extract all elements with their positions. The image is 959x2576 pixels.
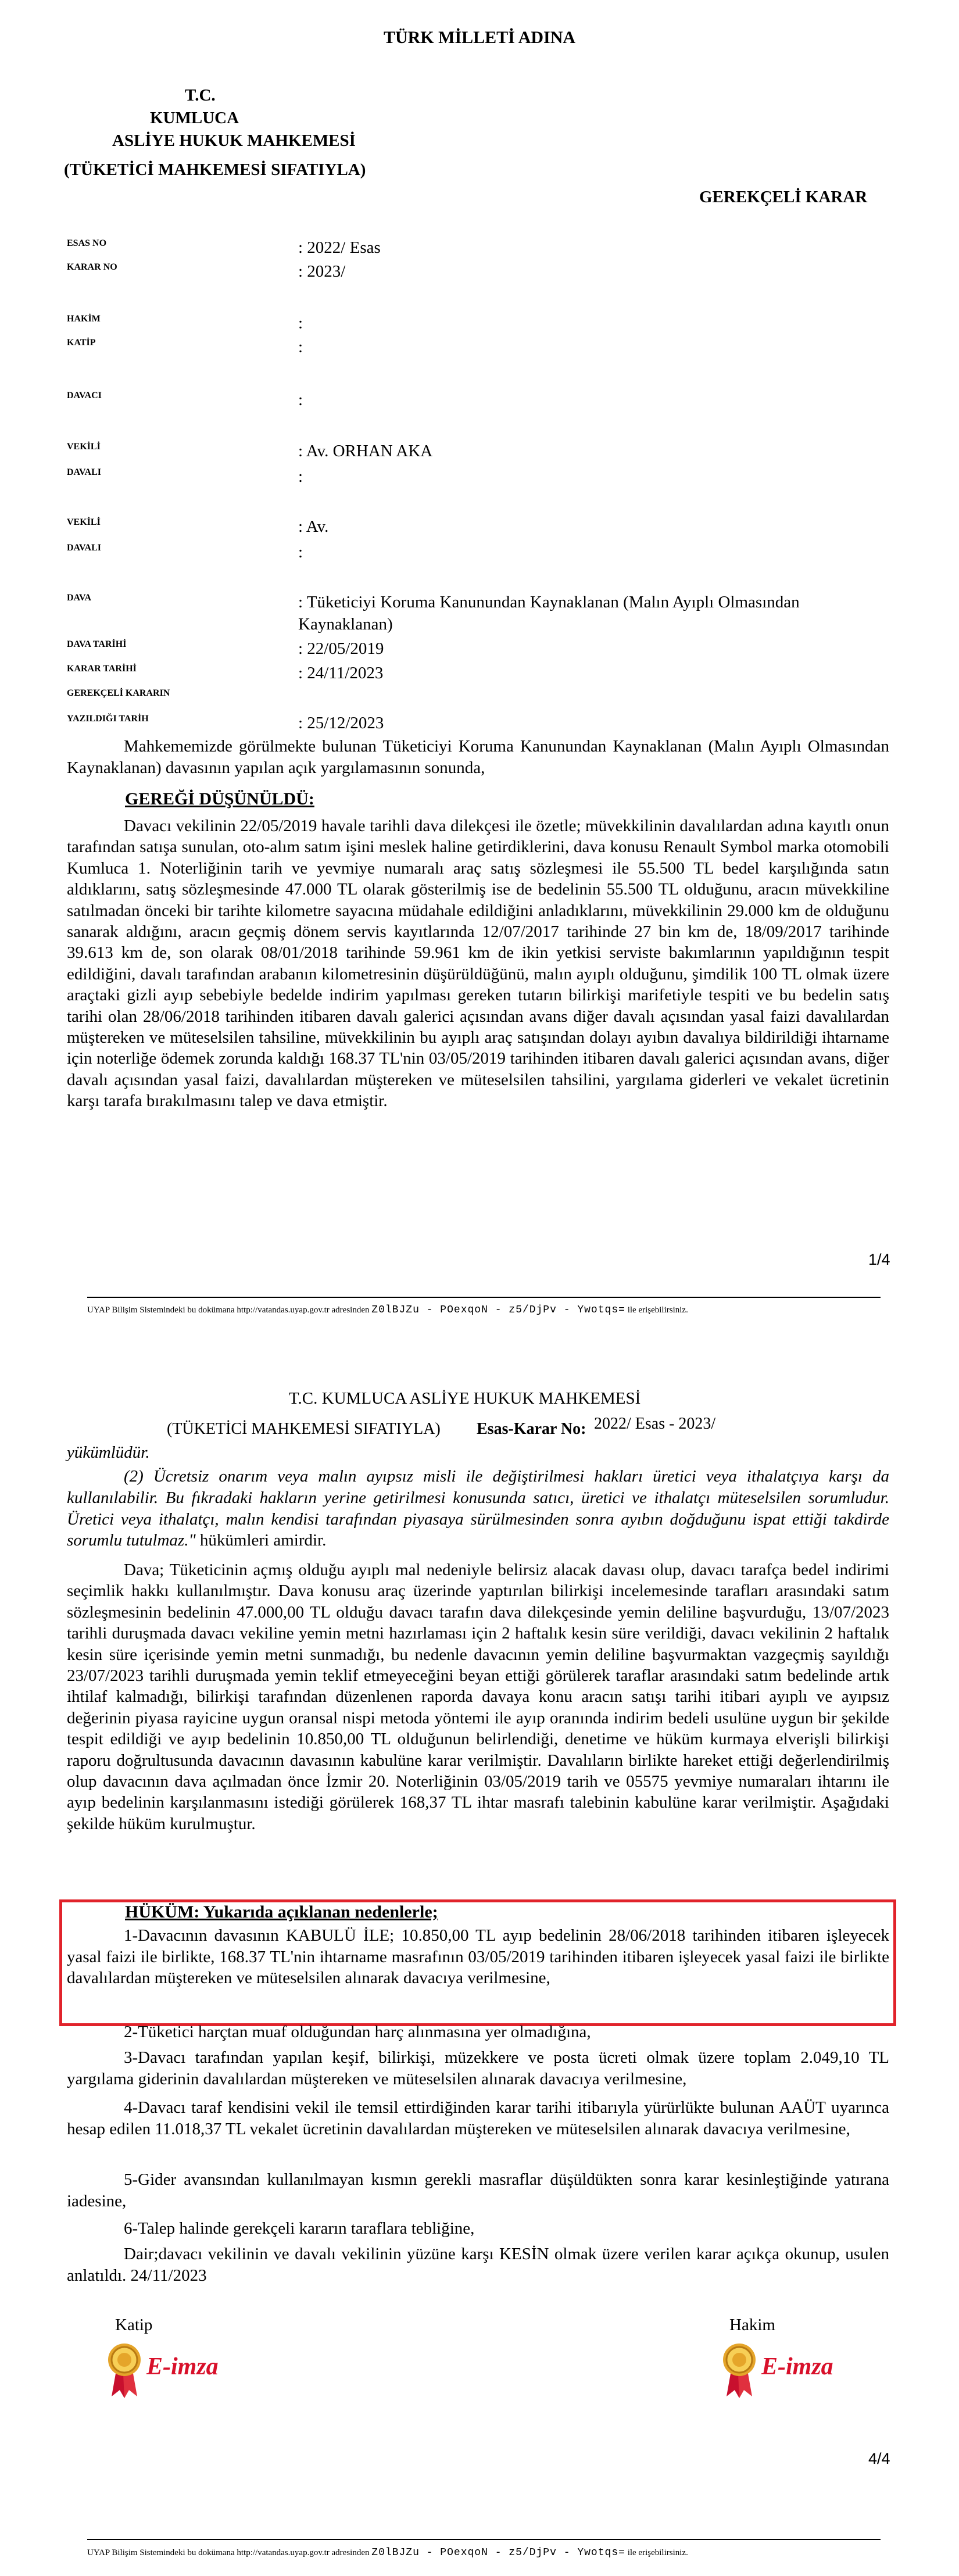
verdict-item: 3-Davacı tarafından yapılan keşif, bilirkişi, müzekkere ve posta ücreti olmak üzere toplam 2.049,10 TL yargılama giderinin davalılardan müştereken ve müteselsilen alınarak davacıya verilmesine,	[67, 2048, 889, 2088]
field-label: DAVALI	[67, 543, 101, 553]
verdict-item: 2-Tüketici harçtan muaf olduğundan harç alınmasına yer olmadığına,	[124, 2023, 591, 2041]
field-label: KARAR NO	[67, 262, 117, 272]
field-value: :	[298, 391, 303, 409]
footer-prefix: UYAP Bilişim Sistemindeki bu dokümana http://vatandas.uyap.gov.tr adresinden	[87, 1305, 370, 1315]
footer-code: Z0lBJZu - POexqoN - z5/DjPv - Ywotqs=	[371, 1304, 625, 1316]
court-subtitle: (TÜKETİCİ MAHKEMESİ SIFATIYLA)	[64, 160, 366, 179]
page-header-sub: (TÜKETİCİ MAHKEMESİ SIFATIYLA)	[167, 1420, 441, 1438]
field-label: DAVA TARİHİ	[67, 639, 127, 649]
verdict-heading: HÜKÜM: Yukarıda açıklanan nedenlerle;	[125, 1902, 438, 1922]
footer-code: Z0lBJZu - POexqoN - z5/DjPv - Ywotqs=	[371, 2547, 625, 2559]
clerk-seal-icon	[106, 2341, 143, 2399]
field-label: KARAR TARİHİ	[67, 664, 137, 674]
field-value: :	[298, 314, 303, 332]
footer-divider	[87, 2539, 881, 2540]
page-number: 1/4	[868, 1251, 890, 1268]
verdict-item: Dair;davacı vekilinin ve davalı vekilinin yüzüne karşı KESİN olmak üzere verilen karar açıkça okunup, usulen anlatıldı. 24/11/2023	[67, 2245, 889, 2285]
field-value: :	[298, 467, 303, 486]
field-label: VEKİLİ	[67, 517, 101, 527]
field-label: KATİP	[67, 338, 96, 348]
tc-label: T.C.	[185, 86, 216, 105]
page-header-court: T.C. KUMLUCA ASLİYE HUKUK MAHKEMESİ	[289, 1389, 641, 1408]
verdict-item: 5-Gider avansından kullanılmayan kısmın gerekli masraflar düşüldükten sonra karar kesinleştiğinde yatırana iadesine,	[67, 2170, 889, 2210]
doc-type: GEREKÇELİ KARAR	[699, 188, 868, 206]
verdict-item: 6-Talep halinde gerekçeli kararın taraflara tebliğine,	[124, 2219, 475, 2238]
judge-seal-icon	[721, 2341, 758, 2399]
field-value: :	[298, 543, 303, 561]
field-value: :	[298, 338, 303, 356]
field-label: ESAS NO	[67, 238, 107, 248]
field-value: : Av. ORHAN AKA	[298, 442, 433, 460]
quote-paragraph	[67, 1466, 889, 1551]
field-label: GEREKÇELİ KARARIN	[67, 688, 170, 698]
field-value: : 25/12/2023	[298, 714, 384, 732]
continued-word: yükümlüdür.	[67, 1443, 150, 1462]
page-header-case-value: 2022/ Esas - 2023/	[594, 1415, 716, 1433]
footer-text	[87, 2547, 878, 2559]
footer-prefix: UYAP Bilişim Sistemindeki bu dokümana http://vatandas.uyap.gov.tr adresinden	[87, 2548, 370, 2557]
field-value-cont: Kaynaklanan)	[298, 615, 393, 634]
verdict-item: 4-Davacı taraf kendisini vekil ile temsil ettirdiğinden karar tarihi itibarıyla yürürlükte bulunan AAÜT uyarınca hesap edilen 11.018,37 TL vekalet ücretinin davalılardan müştereken ve müteselsilen alınarak davacıya verilmesine,	[67, 2098, 889, 2138]
field-value: : 2023/	[298, 262, 346, 281]
field-label: VEKİLİ	[67, 442, 101, 452]
body-paragraph: Davacı vekilinin 22/05/2019 havale tarihli dava dilekçesi ile özetle; müvekkilinin davalılardan adına kayıtlı onun tarafından satışa sunulan, oto-alım satım işini meslek haline getirdiklerini, dava konusu Renault Symbol marka otomobili Kumluca 1. Noterliğinin tarih ve yevmiye numaralı araç satış sözleşmesi ile 55.500 TL bedel karşılığında satın aldıklarını, satış sözleşmesinde 47.000 TL olarak gösterilmiş ise de bedelinin 55.500 TL olduğunu, aracın müvekkiline satılmadan önceki bir tarihte kilometre sayacına müdahale edildiğini anladıklarını, müvekkilinin 29.000 km de olduğunu sanarak aldığını, aracın geçmiş dönem servis kayıtlarında 12/07/2017 tarihinde 27 bin km de, 18/09/2017 tarihinde 39.613 km de, son olarak 08/01/2018 tarihinde 59.961 km de ikin yetkisi serviste bakımlarının yapıldığının tespit edildiğini, davalı tarafından arabanın kilometresinin düşürüldüğünü, malın ayıplı olduğunu, şimdilik 100 TL olmak üzere araçtaki gizli ayıp sebebiyle bedelde indirim yapılması gereken tutarın bilirkişi marifetiyle tespiti ve bu bedelin satış tarihi olan 28/06/2018 tarihinden itibaren davalı galerici açısından avans diğer davalı açısından yasal faizi davalılardan müştereken ve müteselsilen tahsiline, müvekkilinin bu ayıplı araç satışından dolayı ayıbın davalıya bildirildiği ihtarname için noterliğe ödemek zorunda kaldığı 168.37 TL'nin 03/05/2019 tarihinden itibaren davalı galerici açısından avans, diğer davalı açısından yasal faizi, davalılardan müştereken ve müteselsilen tahsilini, yargılama giderleri ve vekalet ücretinin karşı tarafa bırakılmasını talep ve dava etmiştir.	[67, 817, 889, 1111]
footer-suffix: ile erişebilirsiniz.	[627, 2548, 688, 2557]
field-label: DAVACI	[67, 391, 102, 400]
field-value: : 2022/ Esas	[298, 238, 381, 257]
judge-label: Hakim	[729, 2316, 775, 2334]
footer-text	[87, 1304, 878, 1316]
field-value: : 22/05/2019	[298, 639, 384, 658]
quote-text: (2) Ücretsiz onarım veya malın ayıpsız misli ile değiştirilmesi hakları üretici veya ithalatçıya karşı da kullanılabilir. Bu fıkradaki hakların yerine getirilmesi konusunda satıcı, üretici ve ithalatçı müteselsilen sorumludur. Üretici veya ithalatçı, malın kendisi tarafından piyasaya sürülmesinden sonra ayıbın doğduğunu ispat ettiği takdirde sorumlu tutulmaz."	[67, 1467, 889, 1550]
verdict-item: 1-Davacının davasının KABULÜ İLE; 10.850,00 TL ayıp bedelinin 28/06/2018 tarihinden itibaren işleyecek yasal faizi ile birlikte, 168.37 TL'nin ihtarname masrafının 03/05/2019 tarihinden itibaren işleyecek yasal faizi ile birlikte davalılardan müştereken ve müteselsilen alınarak davacıya verilmesine,	[67, 1926, 889, 1988]
judge-eimza-stamp: E-imza	[761, 2353, 833, 2380]
reasoning-paragraph: Dava; Tüketicinin açmış olduğu ayıplı mal nedeniyle belirsiz alacak davası olup, davacı tarafça bedel indirimi seçimlik hakkı kullanılmıştır. Dava konusu araç üzerinde yaptırılan bilirkişi incelemesinde tarafları arasındaki satım sözleşmesinin bedelinin 47.000,00 TL olduğu davacı tarafın dava dilekçesinde yemin deliline başvurduğu, 13/07/2023 tarihli duruşmada davacı vekiline yemin metni hazırlaması için 2 haftalık kesin süre verildiği, davacı vekilinin 2 haftalık kesin süre içerisinde yemin metni sunmadığı, bu nedenle davacının yemin deliline başvurmaktan vazgeçmiş sayıldığı 23/07/2023 tarihli duruşmada yemin teklif etmeyeceğini beyan ettiği görülerek taraflar arasındaki satım bedelinde artık ihtilaf kalmadığı, bilirkişi tarafından düzenlenen raporda davaya konu aracın satışı tarihi itibari ayıplı ve ayıpsız değerinin piyasa rayicine uygun oransal nispi metoda yöntemi ile ayıp oranında indirim bedeli usulüne uygun bir şekilde tespit edildiği ve ayıp bedelinin 10.850,00 TL olduğunun belirlendiği, denetime ve hüküm kurmaya elverişli bilirkişi raporu doğrultusunda davacının davasının kabulüne karar verilmiştir. Davalıların birlikte hareket ettiği değerlendirilmiş olup davacının dava açılmadan önce İzmir 20. Noterliğinin 03/05/2019 tarih ve 05575 yevmiye numaraları ihtarını ile ayıp bedelinin karşılanmasını istediği görülerek 168,37 TL ihtar masrafı talebinin kabulüne karar verilmiştir. Aşağıdaki şekilde hüküm kurulmuştur.	[67, 1561, 889, 1833]
field-value: : Tüketiciyi Koruma Kanunundan Kaynaklanan (Malın Ayıplı Olmasından	[298, 593, 800, 611]
field-value: : 24/11/2023	[298, 664, 384, 682]
footer-suffix: ile erişebilirsiniz.	[627, 1305, 688, 1315]
section-heading: GEREĞİ DÜŞÜNÜLDÜ:	[125, 789, 314, 808]
clerk-eimza-stamp: E-imza	[146, 2353, 219, 2380]
city-label: KUMLUCA	[150, 109, 239, 127]
field-label: DAVALI	[67, 467, 101, 477]
field-label: DAVA	[67, 593, 92, 603]
nation-title: TÜRK MİLLETİ ADINA	[383, 28, 576, 47]
field-label: HAKİM	[67, 314, 101, 324]
footer-divider	[87, 1297, 881, 1298]
field-label: YAZILDIĞI TARİH	[67, 714, 149, 724]
quote-tail: hükümleri amirdir.	[195, 1531, 327, 1550]
field-value: : Av.	[298, 517, 329, 536]
intro-paragraph: Mahkememizde görülmekte bulunan Tüketiciyi Koruma Kanunundan Kaynaklanan (Malın Ayıplı Olmasından Kaynaklanan) davasının yapılan açık yargılamasının sonunda,	[67, 737, 889, 777]
court-name: ASLİYE HUKUK MAHKEMESİ	[112, 131, 356, 150]
page-header-case-label: Esas-Karar No:	[477, 1420, 586, 1438]
clerk-label: Katip	[115, 2316, 153, 2334]
page-number: 4/4	[868, 2450, 890, 2467]
